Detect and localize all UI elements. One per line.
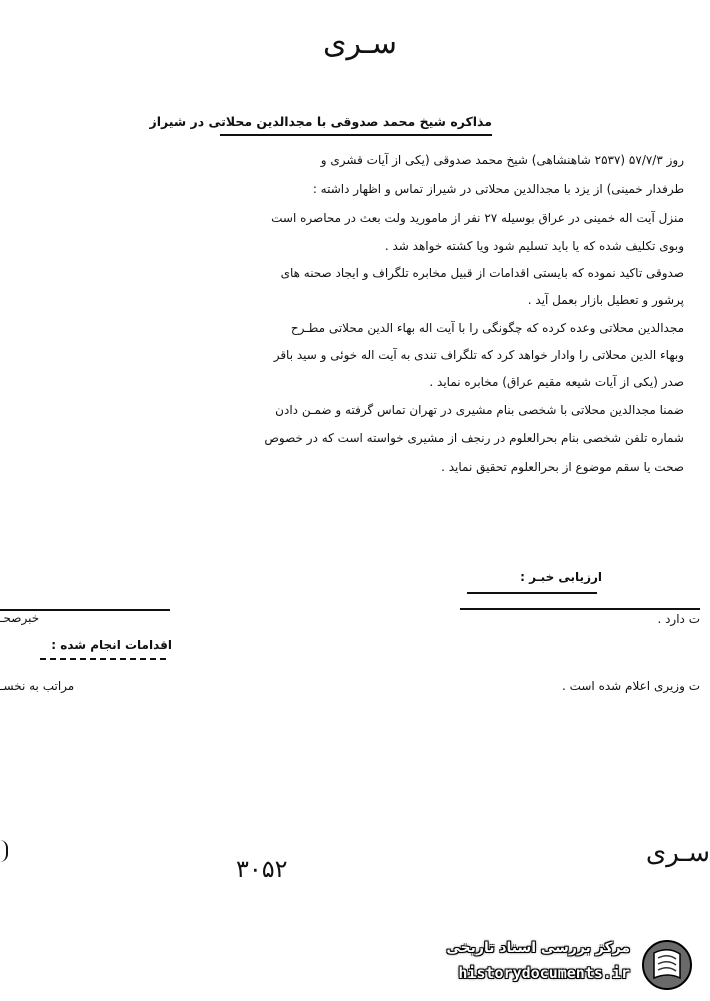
document-number: ۳۰۵۲ <box>236 855 288 883</box>
body-line: وبهاء الدين محلاتى را وادار خواهد كرد كه تلگراف تندى به آيت اله خوئى و سيد باقر <box>273 348 684 362</box>
right-fragment-1: ت دارد . <box>657 612 700 626</box>
document-title: مذاكره شيخ محمد صدوقى با مجدالدين محلاتى در شيراز <box>149 114 492 129</box>
watermark-org-name: مرکز بررسی اسناد تاریخی <box>446 940 630 956</box>
evaluation-label: ارزيابى خبـر : <box>520 570 602 584</box>
body-line: صدوقى تاكيد نموده كه بايستى اقدامات از قبيل مخابره تلگراف و ايجاد صحنه هاى <box>280 266 684 280</box>
body-line: پرشور و تعطيل بازار بعمل آيد . <box>527 293 684 307</box>
body-line: ضمنا مجدالدين محلاتى با شخصى بنام مشيرى در تهران تماس گرفته و ضمـن دادن <box>275 403 684 417</box>
body-line: روز ۵۷/۷/۳ (۲۵۳۷ شاهنشاهى) شيخ محمد صدوقى (يكى از آيات قشرى و <box>320 153 684 167</box>
archive-watermark <box>410 930 700 1001</box>
classification-stamp-top: سـرى <box>323 26 397 61</box>
body-line: مجدالدين محلاتى وعده كرده كه چگونگى را با آيت اله بهاء الدين محلاتى مطـرح <box>290 321 684 335</box>
body-line: طرفدار خمينى) از يزد با مجدالدين محلاتى در شيراز تماس و اظهار داشته : <box>312 182 684 196</box>
body-line: شماره تلفن شخصى بنام بحرالعلوم در رنجف از مشيرى خواسته است كه در خصوص <box>264 431 684 445</box>
body-line: وبوى تكليف شده كه يا بايد تسليم شود ويا كشته خواهد شد . <box>384 239 684 253</box>
classification-stamp-bottom: سـرى <box>645 838 710 868</box>
evaluation-underline <box>467 592 597 594</box>
body-line: منزل آيت اله خمينى در عراق بوسيله ۲۷ نفر از ماموريد ولت بعث در محاصره است <box>271 211 684 225</box>
archive-logo-icon <box>640 938 694 992</box>
right-fragment-2: ت وزيرى اعلام شده است . <box>561 679 700 693</box>
source-fragment: خبرصحـ <box>0 611 40 625</box>
actions-dashed-underline <box>40 658 166 660</box>
refer-fragment: مراتب به نخسـ <box>0 679 75 693</box>
body-line: صحت يا سقم موضوع از بحرالعلوم تحقيق نمايد . <box>441 460 684 474</box>
watermark-url: historydocuments.ir <box>458 964 630 982</box>
body-line: صدر (يكى از آيات شيعه مقيم عراق) مخابره نمايد . <box>429 375 684 389</box>
actions-label: اقدامات انجام شده : <box>51 638 172 652</box>
page-edge-mark <box>0 840 8 862</box>
title-underline <box>220 134 492 136</box>
right-field-rule <box>460 608 700 610</box>
